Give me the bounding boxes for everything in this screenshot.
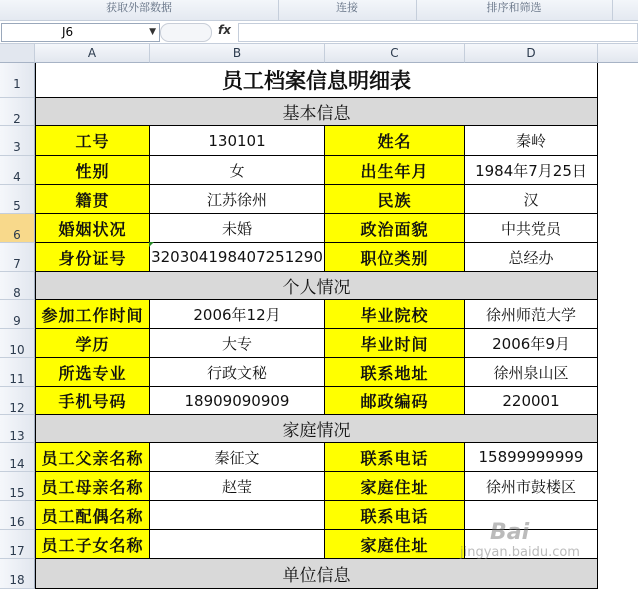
row-header-12[interactable]: 12 <box>0 387 35 415</box>
value-cell-personal[interactable]: 2006年12月 <box>150 300 325 329</box>
row-header-11[interactable]: 11 <box>0 358 35 387</box>
value-cell-family[interactable]: 徐州市鼓楼区 <box>465 472 598 501</box>
label-cell-personal[interactable]: 毕业时间 <box>325 329 465 358</box>
column-header-a[interactable]: A <box>35 44 150 63</box>
select-all-corner[interactable] <box>0 44 35 63</box>
value-cell-family[interactable]: 赵莹 <box>150 472 325 501</box>
label-cell-basic[interactable]: 政治面貌 <box>325 214 465 243</box>
label-cell-personal[interactable]: 邮政编码 <box>325 387 465 415</box>
column-header-b[interactable]: B <box>150 44 325 63</box>
value-cell-basic[interactable]: 女 <box>150 156 325 185</box>
row-header-1[interactable]: 1 <box>0 63 35 98</box>
row-header-9[interactable]: 9 <box>0 300 35 329</box>
row-header-5[interactable]: 5 <box>0 185 35 214</box>
section-header-unit[interactable]: 单位信息 <box>35 559 598 589</box>
row-header-10[interactable]: 10 <box>0 329 35 358</box>
name-box-value: J6 <box>62 25 74 39</box>
label-cell-personal[interactable]: 毕业院校 <box>325 300 465 329</box>
section-header-personal[interactable]: 个人情况 <box>35 272 598 300</box>
label-cell-basic[interactable]: 工号 <box>35 126 150 156</box>
value-cell-family[interactable]: 秦征文 <box>150 443 325 472</box>
label-cell-family[interactable]: 家庭住址 <box>325 472 465 501</box>
ribbon-group-bar <box>0 0 638 21</box>
row-header-18[interactable]: 18 <box>0 559 35 589</box>
ribbon-group-get-external-data[interactable]: 获取外部数据 <box>0 0 279 20</box>
value-cell-family[interactable] <box>150 530 325 559</box>
sheet-title[interactable]: 员工档案信息明细表 <box>35 63 598 98</box>
label-cell-personal[interactable]: 联系地址 <box>325 358 465 387</box>
label-cell-personal[interactable]: 所选专业 <box>35 358 150 387</box>
value-cell-basic[interactable]: 1984年7月25日 <box>465 156 598 185</box>
label-cell-basic[interactable]: 婚姻状况 <box>35 214 150 243</box>
column-header-e[interactable] <box>598 44 638 63</box>
ribbon-group-sort-filter[interactable]: 排序和筛选 <box>416 0 613 20</box>
formula-input[interactable] <box>238 23 638 42</box>
label-cell-basic[interactable]: 籍贯 <box>35 185 150 214</box>
row-header-17[interactable]: 17 <box>0 530 35 559</box>
label-cell-basic[interactable]: 出生年月 <box>325 156 465 185</box>
row-header-4[interactable]: 4 <box>0 156 35 185</box>
label-cell-basic[interactable]: 民族 <box>325 185 465 214</box>
formula-cancel-enter-buttons[interactable] <box>160 23 212 42</box>
value-cell-basic[interactable]: 总经办 <box>465 243 598 272</box>
value-cell-personal[interactable]: 行政文秘 <box>150 358 325 387</box>
row-header-2[interactable]: 2 <box>0 98 35 126</box>
row-header-16[interactable]: 16 <box>0 501 35 530</box>
value-cell-basic[interactable]: 130101 <box>150 126 325 156</box>
section-header-basic[interactable]: 基本信息 <box>35 98 598 126</box>
chevron-down-icon[interactable]: ▼ <box>149 27 156 37</box>
row-header-3[interactable]: 3 <box>0 126 35 156</box>
label-cell-basic[interactable]: 性别 <box>35 156 150 185</box>
ribbon-group-connections[interactable]: 连接 <box>278 0 417 20</box>
label-cell-personal[interactable]: 参加工作时间 <box>35 300 150 329</box>
value-cell-personal[interactable]: 18909090909 <box>150 387 325 415</box>
label-cell-family[interactable]: 联系电话 <box>325 501 465 530</box>
row-header-6[interactable]: 6 <box>0 214 35 243</box>
row-header-15[interactable]: 15 <box>0 472 35 501</box>
value-cell-personal[interactable]: 徐州师范大学 <box>465 300 598 329</box>
label-cell-basic[interactable]: 职位类别 <box>325 243 465 272</box>
insert-function-icon[interactable]: fx <box>218 23 231 37</box>
label-cell-personal[interactable]: 学历 <box>35 329 150 358</box>
label-cell-basic[interactable]: 姓名 <box>325 126 465 156</box>
row-header-7[interactable]: 7 <box>0 243 35 272</box>
value-cell-basic[interactable]: 320304198407251290 <box>150 243 325 272</box>
label-cell-family[interactable]: 员工母亲名称 <box>35 472 150 501</box>
value-cell-basic[interactable]: 汉 <box>465 185 598 214</box>
value-cell-personal[interactable]: 大专 <box>150 329 325 358</box>
value-cell-personal[interactable]: 220001 <box>465 387 598 415</box>
error-indicator-icon <box>149 242 154 247</box>
value-cell-personal[interactable]: 徐州泉山区 <box>465 358 598 387</box>
row-header-14[interactable]: 14 <box>0 443 35 472</box>
value-cell-family[interactable] <box>150 501 325 530</box>
label-cell-family[interactable]: 家庭住址 <box>325 530 465 559</box>
label-cell-family[interactable]: 员工子女名称 <box>35 530 150 559</box>
row-header-8[interactable]: 8 <box>0 272 35 300</box>
section-header-family[interactable]: 家庭情况 <box>35 415 598 443</box>
value-cell-personal[interactable]: 2006年9月 <box>465 329 598 358</box>
name-box[interactable] <box>1 23 160 42</box>
value-cell-basic[interactable]: 江苏徐州 <box>150 185 325 214</box>
label-cell-family[interactable]: 员工父亲名称 <box>35 443 150 472</box>
label-cell-family[interactable]: 联系电话 <box>325 443 465 472</box>
row-header-13[interactable]: 13 <box>0 415 35 443</box>
value-cell-basic[interactable]: 中共党员 <box>465 214 598 243</box>
label-cell-family[interactable]: 员工配偶名称 <box>35 501 150 530</box>
formula-bar <box>0 21 638 44</box>
value-cell-basic[interactable]: 未婚 <box>150 214 325 243</box>
column-header-c[interactable]: C <box>325 44 465 63</box>
label-cell-personal[interactable]: 手机号码 <box>35 387 150 415</box>
value-cell-basic[interactable]: 秦岭 <box>465 126 598 156</box>
value-cell-family[interactable]: 15899999999 <box>465 443 598 472</box>
baidu-watermark: Bai jingyan.baidu.com <box>460 520 580 560</box>
column-header-d[interactable]: D <box>465 44 598 63</box>
label-cell-basic[interactable]: 身份证号 <box>35 243 150 272</box>
